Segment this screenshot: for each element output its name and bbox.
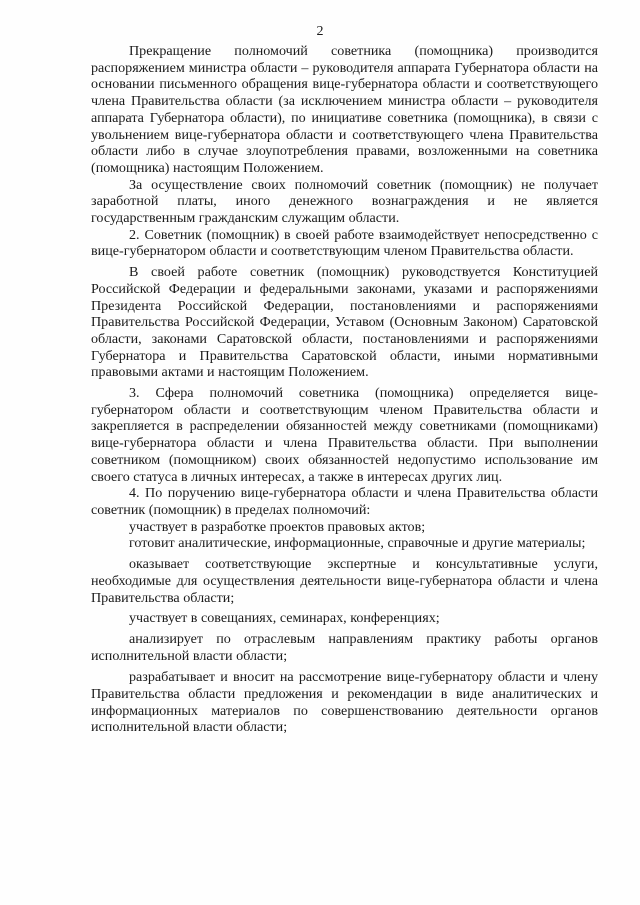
page-number: 2 bbox=[316, 24, 324, 39]
paragraph-section-2: 2. Советник (помощник) в своей работе взаимодействует непосредственно с вице-губернатором области и соответствующим членом Правительства области. bbox=[91, 226, 598, 260]
list-item-draft-acts: участвует в разработке проектов правовых актов; bbox=[129, 518, 426, 535]
list-item-proposals: разрабатывает и вносит на рассмотрение вице-губернатору области и члену Правительства области предложения и рекомендации в виде аналитических и информационных материалов по совершенствованию деятельности органов исполнительной власти области; bbox=[91, 669, 598, 736]
list-item-materials: готовит аналитические, информационные, справочные и другие материалы; bbox=[129, 535, 586, 552]
paragraph-remuneration: За осуществление своих полномочий советник (помощник) не получает заработной платы, иного денежного вознаграждения и не является государственным гражданским служащим области. bbox=[91, 176, 598, 227]
document-body bbox=[91, 43, 598, 736]
paragraph-legal-basis: В своей работе советник (помощник) руководствуется Конституцией Российской Федерации и федеральными законами, указами и распоряжениями Президента Российской Федерации, постановлениями и распоряжениями Правительства Российской Федерации, Уставом (Основным Законом) Саратовской области, законами Саратовской области, постановлениями и распоряжениями Губернатора и Правительства Саратовской области, иными нормативными правовыми актами и настоящим Положением. bbox=[91, 264, 598, 381]
list-item-consulting: оказывает соответствующие экспертные и консультативные услуги, необходимые для осуществления деятельности вице-губернатора области и члена Правительства области; bbox=[91, 556, 598, 606]
list-item-meetings: участвует в совещаниях, семинарах, конференциях; bbox=[129, 610, 440, 627]
paragraph-section-4: 4. По поручению вице-губернатора области и члена Правительства области советник (помощник) в пределах полномочий: bbox=[91, 485, 598, 518]
paragraph-section-3: 3. Сфера полномочий советника (помощника) определяется вице-губернатором области и соответствующим членом Правительства области и закрепляется в распределении обязанностей между советниками (помощниками) вице-губернатора области и члена Правительства области. При выполнении советником (помощником) своих обязанностей недопустимо использование им своего статуса в личных интересах, а также в интересах других лиц. bbox=[91, 385, 598, 485]
paragraph-termination: Прекращение полномочий советника (помощника) производится распоряжением министра области – руководителя аппарата Губернатора области на основании письменного обращения вице-губернатора области и соответствующего члена Правительства области (за исключением министра области – руководителя аппарата Губернатора области), по инициативе советника (помощника), в связи с увольнением вице-губернатора области и соответствующего члена Правительства области либо в случае злоупотребления правами, возложенными на советника (помощника) настоящим Положением. bbox=[91, 43, 598, 176]
list-item-analysis: анализирует по отраслевым направлениям практику работы органов исполнительной власти области; bbox=[91, 630, 598, 664]
